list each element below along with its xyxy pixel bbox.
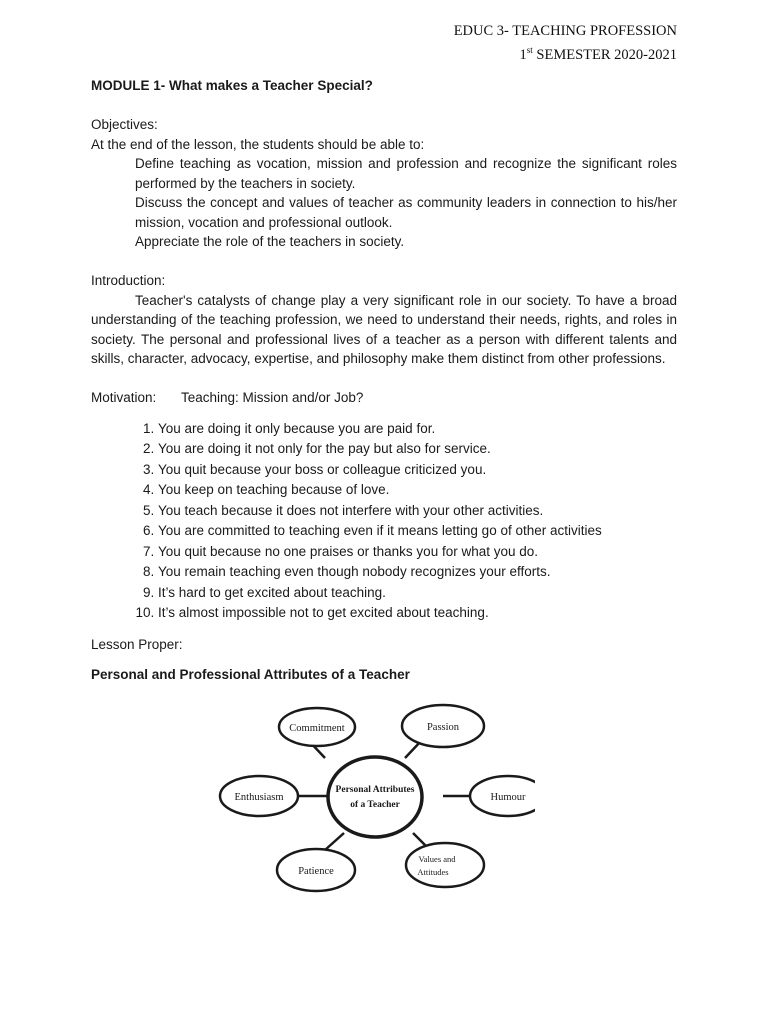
list-item: 4. You keep on teaching because of love. bbox=[158, 480, 677, 501]
node-values-attitudes bbox=[406, 843, 484, 887]
objectives-heading: Objectives: bbox=[91, 117, 158, 132]
center-node bbox=[328, 757, 422, 837]
objective-item: Appreciate the role of the teachers in society. bbox=[135, 234, 405, 249]
list-item: 1. You are doing it only because you are paid for. bbox=[158, 419, 677, 440]
introduction-text: Teacher's catalysts of change play a very significant role in our society. To have a broad understanding of the teaching profession, we need to understand their needs, rights, and roles in society. The personal and professional lives of a teacher as a person with different talents and skills, character, advocacy, expertise, and philosophy make them distinct from other professions. bbox=[91, 292, 677, 366]
list-item: 3. You quit because your boss or colleague criticized you. bbox=[158, 460, 677, 481]
attributes-diagram bbox=[215, 700, 535, 910]
list-item: 10. It’s almost impossible not to get excited about teaching. bbox=[158, 603, 677, 624]
motivation-list bbox=[91, 419, 677, 624]
list-item: 2. You are doing it not only for the pay but also for service. bbox=[158, 439, 677, 460]
center-label-line2: of a Teacher bbox=[350, 800, 400, 810]
module-title: MODULE 1- What makes a Teacher Special? bbox=[91, 78, 373, 93]
node-values-label-line2: Attitudes bbox=[417, 867, 449, 877]
objectives-intro: At the end of the lesson, the students should be able to: bbox=[91, 136, 425, 152]
semester-number: 1 bbox=[519, 46, 527, 63]
node-patience-label: Patience bbox=[298, 866, 334, 877]
introduction-heading: Introduction: bbox=[91, 273, 166, 288]
lesson-proper-heading: Lesson Proper: bbox=[91, 636, 183, 652]
list-item: 5. You teach because it does not interfere with your other activities. bbox=[158, 501, 677, 522]
list-item: 9. It’s hard to get excited about teaching. bbox=[158, 583, 677, 604]
semester-text: SEMESTER 2020-2021 bbox=[532, 46, 677, 63]
node-values-label-line1: Values and bbox=[418, 854, 456, 864]
document-body bbox=[91, 76, 677, 685]
attributes-heading: Personal and Professional Attributes of a Teacher bbox=[91, 667, 410, 682]
motivation-label: Motivation: bbox=[91, 390, 157, 405]
node-passion-label: Passion bbox=[426, 722, 460, 733]
course-title: EDUC 3- TEACHING PROFESSION bbox=[453, 23, 677, 39]
node-commitment-label: Commitment bbox=[289, 723, 345, 734]
list-item: 8. You remain teaching even though nobody recognizes your efforts. bbox=[158, 562, 677, 583]
node-humour-label: Humour bbox=[490, 792, 526, 803]
center-label-line1: Personal Attributes bbox=[335, 785, 415, 795]
objective-item: Discuss the concept and values of teacher as community leaders in connection to his/her mission, vocation and professional outlook. bbox=[135, 195, 677, 230]
list-item: 6. You are committed to teaching even if it means letting go of other activities bbox=[158, 521, 677, 542]
motivation-title: Teaching: Mission and/or Job? bbox=[181, 390, 364, 405]
objective-item: Define teaching as vocation, mission and profession and recognize the significant roles performed by the teachers in society. bbox=[135, 156, 677, 191]
document-header bbox=[454, 22, 677, 65]
list-item: 7. You quit because no one praises or thanks you for what you do. bbox=[158, 542, 677, 563]
semester-line bbox=[454, 41, 677, 65]
node-enthusiasm-label: Enthusiasm bbox=[234, 792, 284, 803]
semester-suffix: st bbox=[526, 45, 533, 55]
connector-patience bbox=[325, 833, 344, 850]
motivation-row bbox=[91, 388, 677, 408]
